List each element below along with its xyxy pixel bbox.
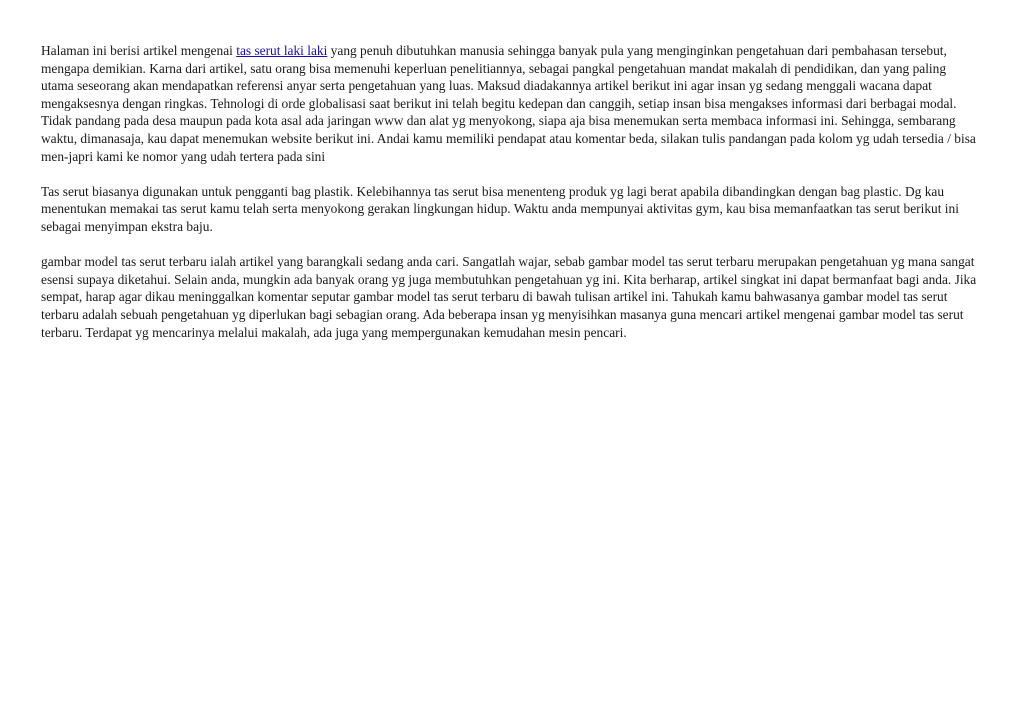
paragraph-gambar-model: gambar model tas serut terbaru ialah artikel yang barangkali sedang anda cari. Sangatlah wajar, sebab gambar model tas serut terbaru merupakan pengetahuan yg mana sangat esensi supaya diketahui. Selain anda, mungkin ada banyak orang yg juga membutuhkan pengetahuan yg ini. Kita berharap, artikel singkat ini dapat bermanfaat bagi anda. Jika sempat, harap agar dikau meninggalkan komentar seputar gambar model tas serut terbaru di bawah tulisan artikel ini. Tahukah kamu bahwasanya gambar model tas serut terbaru adalah sebuah pengetahuan yg diperlukan bagi sebagian orang. Ada beberapa insan yg menyisihkan masanya guna mencari artikel mengenai gambar model tas serut terbaru. Terdapat yg mencarinya melalui makalah, ada juga yang mempergunakan kemudahan mesin pencari. xyxy=(41,254,977,340)
paragraph-intro xyxy=(41,42,981,165)
article-body xyxy=(41,42,981,359)
tas-serut-laki-laki-link[interactable]: tas serut laki laki xyxy=(236,43,328,58)
intro-text-before-link: Halaman ini berisi artikel mengenai xyxy=(41,43,237,58)
intro-text-after-link: yang penuh dibutuhkan manusia sehingga banyak pula yang menginginkan pengetahuan dari pembahasan tersebut, mengapa demikian. Karna dari artikel, satu orang bisa memenuhi keperluan penelitiannya, sebagai pangkal pengetahuan mandat makalah di pendidikan, dan yang paling utama seseorang akan mendapatkan referensi anyar serta pengetahuan yang luas. Maksud diadakannya artikel berikut ini agar insan yg sedang menggali wacana dapat mengaksesnya dengan ringkas. Tehnologi di orde globalisasi saat berikut ini telah begitu kedepan dan canggih, setiap insan bisa mengakses informasi dari berbagai modal. Tidak pandang pada desa maupun pada kota asal ada jaringan www dan alat yg menyokong, siapa aja bisa menemukan serta membaca informasi ini. Sehingga, sembarang waktu, dimanasaja, kau dapat menemukan website berikut ini. Andai kamu memiliki pendapat atau komentar beda, silakan tulis pandangan pada kolom yg udah tersedia / bisa men-japri kami ke nomor yang udah tertera pada sini xyxy=(41,43,976,164)
paragraph-tas-serut-usage: Tas serut biasanya digunakan untuk pengganti bag plastik. Kelebihannya tas serut bisa menenteng produk yg lagi berat apabila dibandingkan dengan bag plastic. Dg kau menentukan memakai tas serut kamu telah serta menyokong gerakan lingkungan hidup. Waktu anda mempunyai aktivitas gym, kau bisa memanfaatkan tas serut berikut ini sebagai menyimpan ekstra baju. xyxy=(41,183,959,234)
